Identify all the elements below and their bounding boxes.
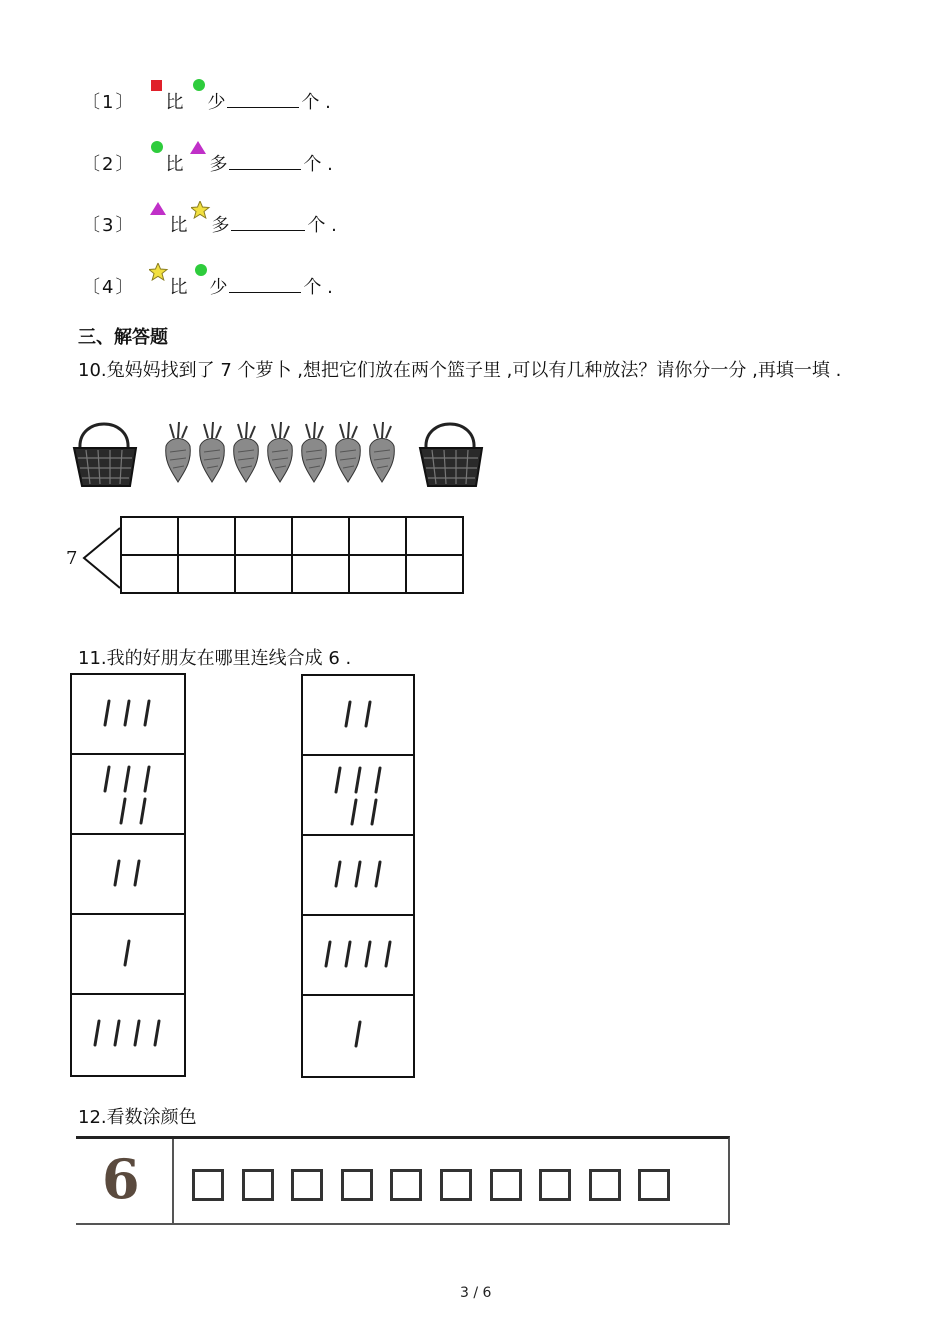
stick-cell[interactable]	[303, 676, 413, 756]
left-stick-column	[70, 673, 186, 1077]
color-square[interactable]	[341, 1169, 373, 1201]
color-square[interactable]	[539, 1169, 571, 1201]
stick-mark	[346, 942, 350, 966]
red-square-icon	[149, 90, 165, 108]
stick-mark	[326, 942, 330, 966]
stick-mark	[125, 941, 129, 965]
stick-cell[interactable]	[303, 916, 413, 996]
carrot-icon	[234, 422, 259, 482]
answer-cell[interactable]	[235, 555, 292, 593]
stick-mark	[121, 799, 125, 823]
stick-cell[interactable]	[72, 755, 184, 835]
green-circle-icon	[149, 152, 165, 170]
stick-mark	[366, 702, 370, 726]
q10-illustration	[70, 410, 490, 492]
unit-text: 个 .	[303, 277, 333, 298]
stick-mark	[376, 862, 380, 886]
stick-cell[interactable]	[72, 995, 184, 1075]
question-number: 〔4〕	[82, 277, 136, 298]
stick-mark	[141, 799, 145, 823]
magenta-triangle-icon	[149, 213, 169, 231]
stick-mark	[352, 800, 356, 824]
q10-split-diagram	[66, 516, 486, 600]
answer-cell[interactable]	[121, 517, 178, 555]
answer-cell[interactable]	[235, 517, 292, 555]
question-line-4	[82, 273, 333, 299]
carrot-icon	[268, 422, 293, 482]
compare-verb: 少	[207, 92, 226, 113]
color-square[interactable]	[638, 1169, 670, 1201]
split-bracket-icon	[78, 526, 122, 590]
question-line-1	[82, 88, 331, 114]
left-basket-icon	[74, 424, 136, 486]
stick-cell[interactable]	[303, 836, 413, 916]
stick-cell[interactable]	[72, 835, 184, 915]
carrot-icon	[166, 422, 191, 482]
answer-cell[interactable]	[292, 555, 349, 593]
answer-cell[interactable]	[406, 517, 463, 555]
carrot-icon	[302, 422, 327, 482]
split-answer-grid	[120, 516, 464, 594]
answer-cell[interactable]	[121, 555, 178, 593]
question-line-3	[82, 211, 337, 237]
stick-mark	[356, 1022, 360, 1046]
stick-mark	[386, 942, 390, 966]
stick-mark	[346, 702, 350, 726]
stick-mark	[372, 800, 376, 824]
question-number: 〔3〕	[82, 215, 136, 236]
color-square[interactable]	[440, 1169, 472, 1201]
color-square[interactable]	[291, 1169, 323, 1201]
stick-mark	[105, 767, 109, 791]
section-title: 三、解答题	[78, 327, 168, 348]
green-circle-icon	[193, 275, 209, 293]
color-square[interactable]	[589, 1169, 621, 1201]
split-number: 7	[66, 548, 78, 569]
target-number: 6	[102, 1147, 140, 1211]
stick-mark	[105, 701, 109, 725]
compare-verb: 多	[209, 154, 228, 175]
question-number: 〔1〕	[82, 92, 136, 113]
carrot-icon	[370, 422, 395, 482]
green-circle-icon	[191, 90, 207, 108]
answer-blank[interactable]	[231, 214, 305, 231]
compare-verb: 少	[209, 277, 228, 298]
stick-mark	[336, 768, 340, 792]
stick-mark	[356, 862, 360, 886]
number-panel	[76, 1139, 174, 1223]
stick-mark	[145, 701, 149, 725]
stick-cell[interactable]	[303, 996, 413, 1076]
stick-mark	[336, 862, 340, 886]
carrot-icon	[336, 422, 361, 482]
color-square[interactable]	[390, 1169, 422, 1201]
color-square[interactable]	[242, 1169, 274, 1201]
answer-cell[interactable]	[178, 517, 235, 555]
right-stick-column	[301, 674, 415, 1078]
page-number: 3 / 6	[460, 1285, 492, 1301]
stick-mark	[125, 767, 129, 791]
stick-mark	[135, 1021, 139, 1045]
question-10-text: 10.兔妈妈找到了 7 个萝卜 ,想把它们放在两个篮子里 ,可以有几种放法？请你分一分 ,再填一填 .	[78, 360, 842, 381]
stick-mark	[95, 1021, 99, 1045]
stick-mark	[125, 701, 129, 725]
stick-mark	[145, 767, 149, 791]
answer-blank[interactable]	[227, 91, 299, 108]
color-square[interactable]	[490, 1169, 522, 1201]
color-squares-row	[76, 1136, 730, 1225]
yellow-star-icon	[149, 275, 169, 293]
carrot-group	[166, 422, 395, 482]
answer-cell[interactable]	[349, 555, 406, 593]
compare-word: 比	[165, 154, 184, 175]
answer-blank[interactable]	[229, 276, 301, 293]
compare-verb: 多	[211, 215, 230, 236]
question-12-text: 12.看数涂颜色	[78, 1107, 197, 1128]
unit-text: 个 .	[303, 154, 333, 175]
answer-cell[interactable]	[406, 555, 463, 593]
stick-mark	[155, 1021, 159, 1045]
answer-blank[interactable]	[229, 153, 301, 170]
question-line-2	[82, 150, 333, 176]
yellow-star-icon	[191, 213, 211, 231]
stick-mark	[115, 1021, 119, 1045]
compare-word: 比	[165, 92, 184, 113]
stick-mark	[115, 861, 119, 885]
stick-mark	[135, 861, 139, 885]
carrot-icon	[200, 422, 225, 482]
compare-word: 比	[169, 215, 188, 236]
unit-text: 个 .	[307, 215, 337, 236]
answer-cell[interactable]	[178, 555, 235, 593]
stick-cell[interactable]	[72, 915, 184, 995]
stick-cell[interactable]	[72, 675, 184, 755]
stick-cell[interactable]	[303, 756, 413, 836]
stick-mark	[366, 942, 370, 966]
color-square[interactable]	[192, 1169, 224, 1201]
answer-cell[interactable]	[292, 517, 349, 555]
compare-word: 比	[169, 277, 188, 298]
question-number: 〔2〕	[82, 154, 136, 175]
right-basket-icon	[420, 424, 482, 486]
stick-mark	[356, 768, 360, 792]
magenta-triangle-icon	[189, 152, 209, 170]
stick-mark	[376, 768, 380, 792]
answer-cell[interactable]	[349, 517, 406, 555]
question-11-text: 11.我的好朋友在哪里连线合成 6 .	[78, 648, 352, 669]
unit-text: 个 .	[301, 92, 331, 113]
